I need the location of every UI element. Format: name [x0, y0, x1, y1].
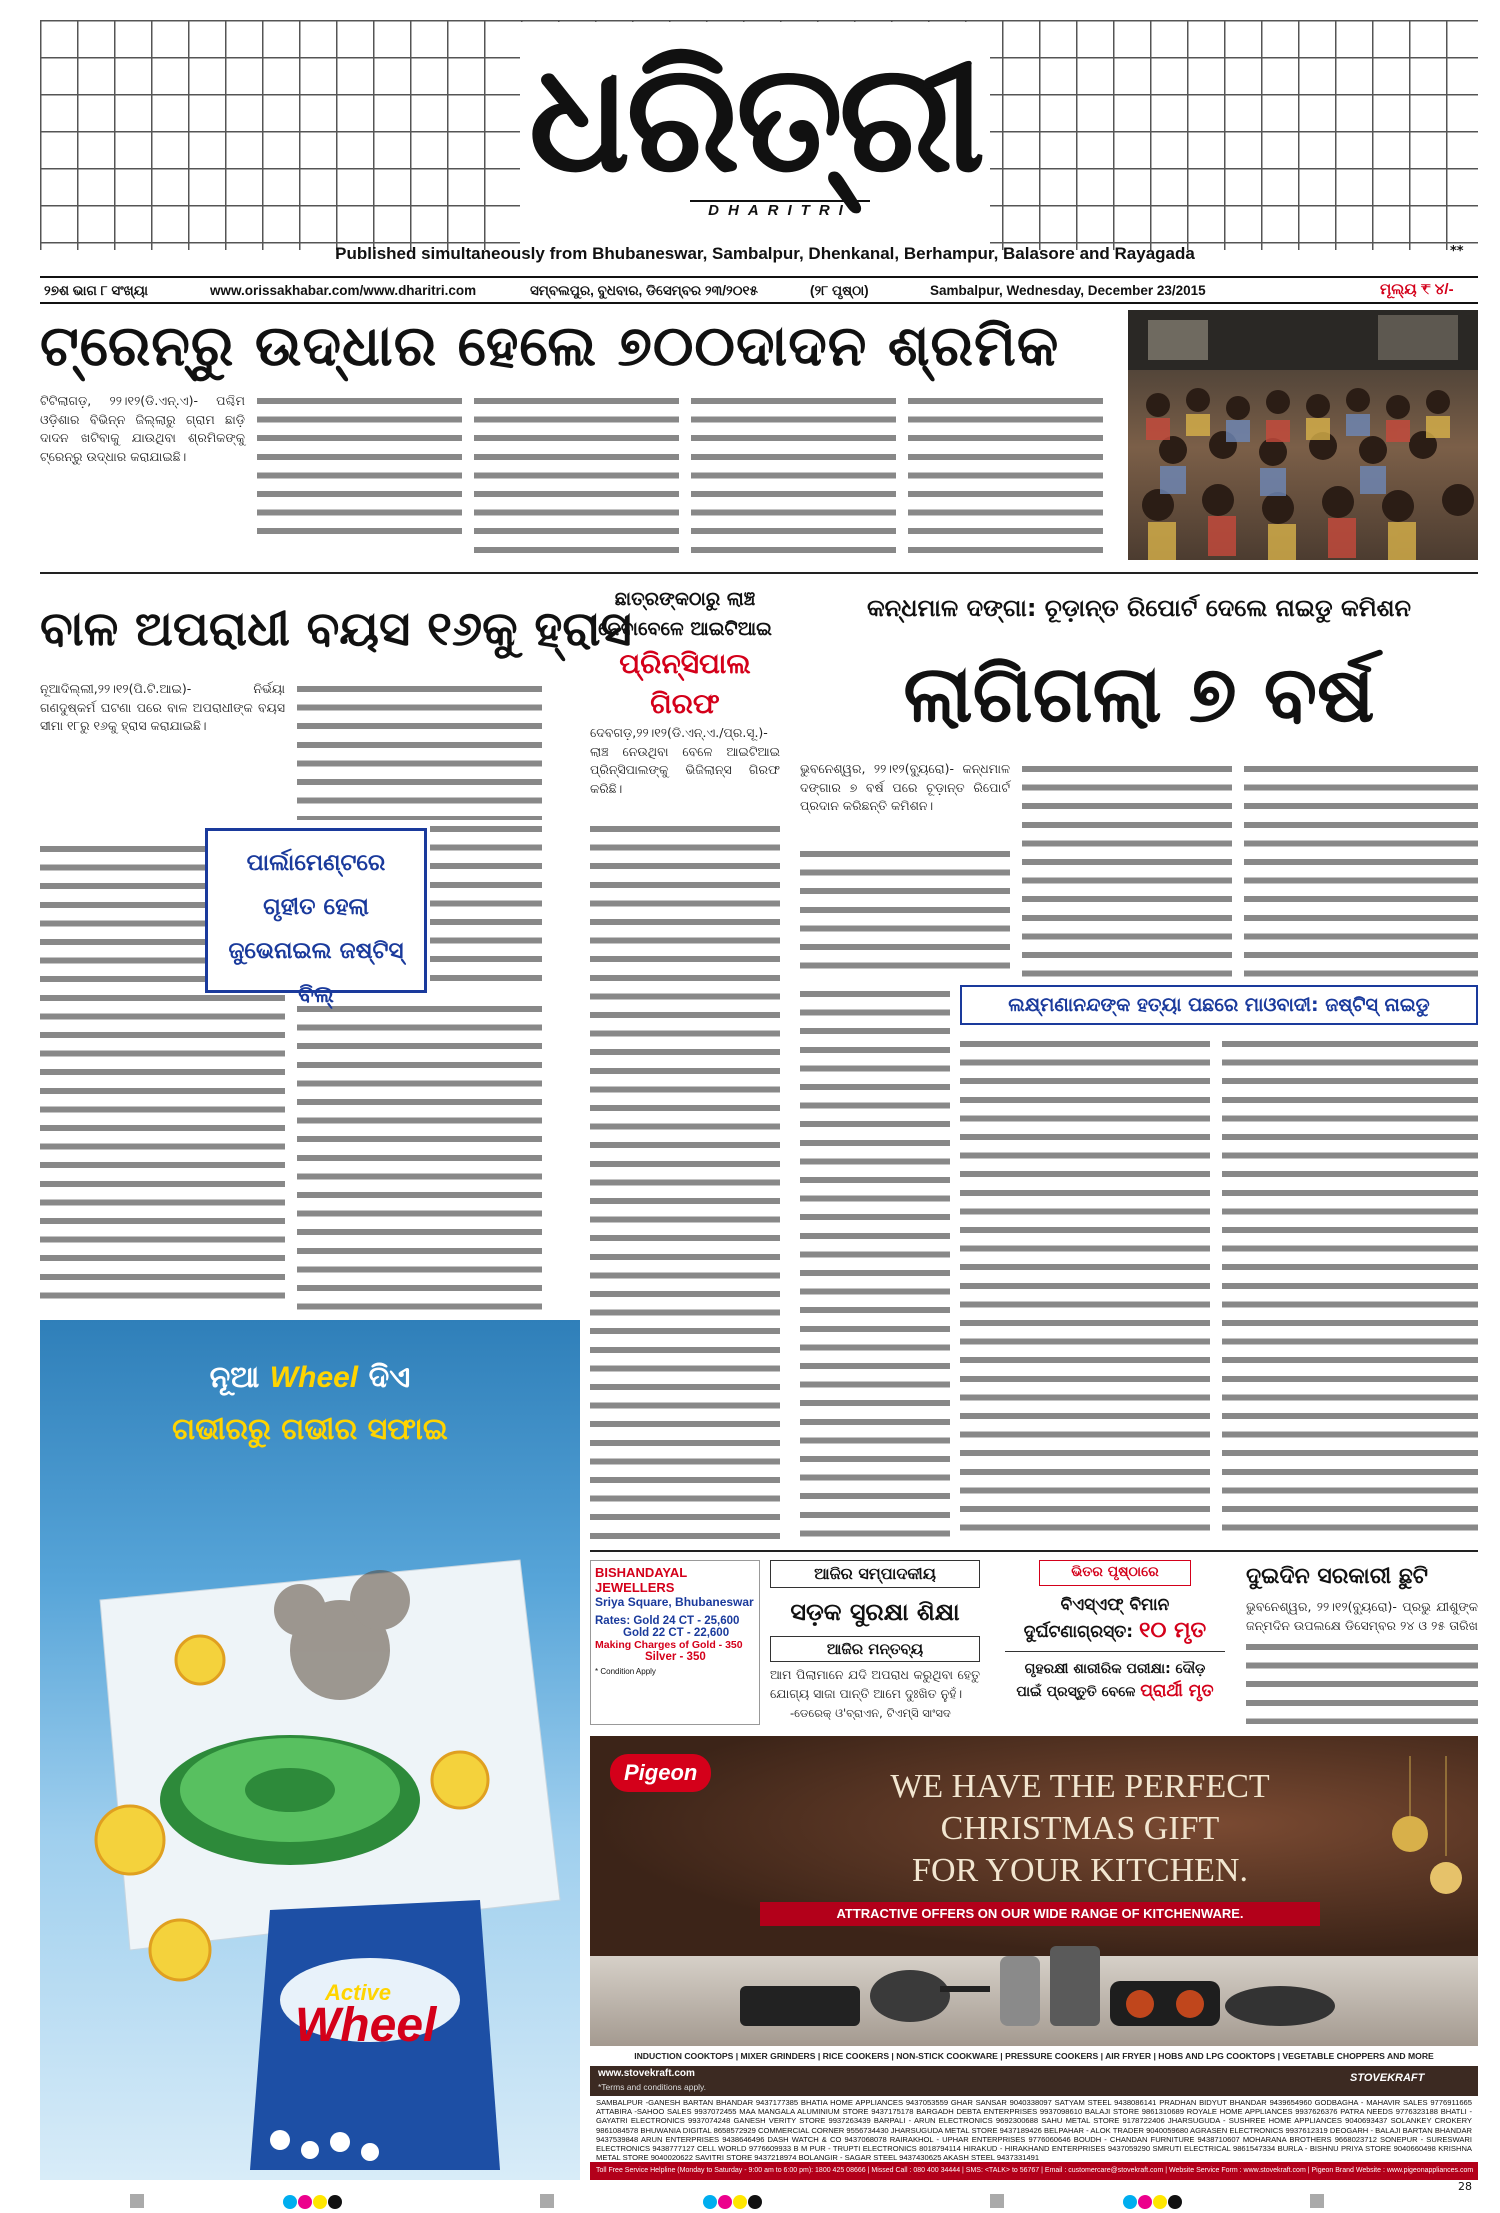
pigeon-headline-line: CHRISTMAS GIFT [940, 1810, 1220, 1847]
principal-box [590, 584, 780, 720]
inside-box [995, 1560, 1235, 1725]
kandhamal-text-col [1222, 1035, 1478, 1540]
juvenile-headline[interactable]: ବାଳ ଅପରାଧୀ ବୟସ ୧୬କୁ ହ୍ରାସ [40, 601, 632, 657]
pigeon-logo: Pigeon [610, 1754, 711, 1792]
comment-label: ଆଜିର ମନ୍ତବ୍ୟ [770, 1636, 980, 1662]
pigeon-offer: ATTRACTIVE OFFERS ON OUR WIDE RANGE OF KITCHENWARE. [760, 1902, 1320, 1926]
juvenile-intro: ନୂଆଦିଲ୍ଲୀ,୨୨।୧୨(ପି.ଟି.ଆଇ)- ନିର୍ଭୟା ଗଣଦୁଷ୍କର୍ମ ଘଟଣା ପରେ ବାଳ ଅପରାଧୀଙ୍କ ବୟସ ସୀମା ୧୮ରୁ ୧୬କୁ ହ୍ରାସ କରାଯାଇଛି। [40, 681, 285, 734]
wheel-brand-inline: Wheel [269, 1361, 359, 1394]
editorial-title[interactable]: ସଡ଼କ ସୁରକ୍ଷା ଶିକ୍ଷା [790, 1598, 960, 1626]
kandhamal-intro: ଭୁବନେଶ୍ୱର, ୨୨।୧୨(ବ୍ୟୁରୋ)- କନ୍ଧମାଳ ଦଙ୍ଗାର ୭ ବର୍ଷ ପରେ ଚୂଡ଼ାନ୍ତ ରିପୋର୍ଟ ପ୍ରଦାନ କରିଛନ୍ତି କମିଶନ। [800, 761, 1010, 814]
rule [40, 572, 1478, 574]
principal-text-col [590, 820, 780, 1540]
lead-text-col [908, 392, 1103, 562]
registration-marks [0, 2190, 1500, 2213]
editorial-label: ଆଜିର ସମ୍ପାଦକୀୟ [770, 1560, 980, 1588]
kandhamal-subhead[interactable]: ଲକ୍ଷ୍ମଣାନନ୍ଦଙ୍କ ହତ୍ୟା ପଛରେ ମାଓବାଦୀ: ଜଷ୍ଟିସ୍ ନାଇଡୁ [960, 985, 1478, 1025]
principal-intro: ଦେବଗଡ଼,୨୨।୧୨(ଡି.ଏନ୍‌.ଏ./ପ୍ର.ସୂ.)- ଲାଞ୍ଚ ନେଉଥିବା ବେଳେ ଆଇଟିଆଇ ପ୍ରିନ୍ସିପାଲଙ୍କୁ ଭିଜିଲାନ୍ସ ଗିରଫ କରିଛି। [590, 725, 780, 796]
lead-headline[interactable]: ଟ୍ରେନ୍‌ରୁ ଉଦ୍ଧାର ହେଲେ ୭୦୦ଦାଦନ ଶ୍ରମିକ [40, 314, 1060, 379]
inside-item-text: ଗୃହରକ୍ଷୀ ଶାରୀରିକ ପରୀକ୍ଷା: ଦୌଡ଼ [1024, 1661, 1206, 1677]
rule [1005, 1651, 1225, 1652]
lead-text-col [257, 392, 462, 542]
dateline-bar [40, 276, 1478, 304]
bauble-icon [1380, 1756, 1470, 1916]
pigeon-dealers: SAMBALPUR -GANESH BARTAN BHANDAR 9437177385 BHATIA HOME APPLIANCES 9437053559 GHAR SANSAR 9040338097 SATYAM STEEL 9438086141 PRADHAN BIDYUT BHANDAR 9439654960 GODBAGHA - MAHAVIR SALES 9776911665 ATTABIRA -SAHOO SALES 9937072455 MAA MANGALA ALUMINIUM STORE 9437175178 BARGADH DEBTA ENTERPRISES 9937098610 BALAJI STORE 9861310689 ROYALE HOME APPLIANCES 9937626376 PATRA NEEDS 9776323188 BHATLI - GAYATRI ELECTRONICS 9937074248 GANESH VERITY STORE 9937263439 BARPALI - ARUN ELECTRONICS 9692300688 SAHU METAL STORE 9178722406 JHARSUGUDA - SUSHREE HOME APPLIANCES 9040693437 SOLANKEY CROKERY 9861084578 BHUWANIA DIGITAL 8658572929 COMMERCIAL CORNER 9556734430 JHARSUGUDA METAL STORE 9437189426 BELPAHAR - ALOK TRADER 9040059680 AGRASEN ELECTRONICS 9937612319 DEOGARH - BALAJI BARTAN BHANDAR 9437539848 ARUN ENTERPRISES 9438646496 DASH WATCH & CO 9437068078 RAIRAKHOL - UPHAR ENTERPRISES 9776060646 BOUDH - CHANDAN FURNITURE 9438710607 MOHARANA BROTHERS 9668023712 SONEPUR - SURESWARI ELECTRONICS 9438777127 CELL WORLD 9776609933 B M PUR - TRUPTI ELECTRONICS 8018794114 HIRAKUD - HIRAKHAND ENTERPRISES 9437059290 SMRUTI ELECTRICAL 9861547334 BURLA - BISHNU PRIYA STORE 9040660498 KRISHNA METAL STORE 9040020622 SAVITRI STORE 9437218974 BOLANGIR - SAGAR STEEL 9437430625 AKASH STEEL 9437331491 [590, 2096, 1478, 2162]
wheel-subtagline: ଗଭୀରରୁ ଗଭୀର ସଫାଇ [172, 1412, 448, 1447]
kandhamal-kicker[interactable]: କନ୍ଧମାଳ ଦଙ୍ଗା: ଚୂଡ଼ାନ୍ତ ରିପୋର୍ଟ ଦେଲେ ନାଇଡୁ କମିଶନ [866, 594, 1412, 622]
lead-photo [1128, 310, 1478, 560]
kandhamal-text-col [800, 845, 1010, 980]
masthead-logo [520, 22, 990, 252]
kandhamal-text-col [1022, 760, 1232, 980]
inside-item-text: ପାଇଁ ପ୍ରସ୍ତୁତି ବେଳେ [1016, 1684, 1141, 1700]
lead-body [40, 392, 1115, 562]
volume-number: ୨୭ଶ ଭାଗ ୮ ସଂଖ୍ୟା [44, 283, 148, 298]
page-number: 28 [1458, 2180, 1472, 2193]
pigeon-headline-line: FOR YOUR KITCHEN. [912, 1852, 1248, 1889]
wheel-ad[interactable] [40, 1320, 580, 2180]
principal-kicker: ଛାତ୍ରଙ୍କଠାରୁ ଲାଞ୍ଚ ନେବାବେଳେ ଆଇଟିଆଇ [598, 588, 772, 640]
page-count: (୨୮ ପୃଷ୍ଠା) [810, 283, 869, 298]
jeweller-address: Sriya Square, Bhubaneswar [595, 1595, 754, 1609]
pigeon-categories: INDUCTION COOKTOPS | MIXER GRINDERS | RICE COOKERS | NON-STICK COOKWARE | PRESSURE COOKERS | AIR FRYER | HOBS AND LPG COOKTOPS | VEGETABLE CHOPPERS AND MORE [590, 2046, 1478, 2066]
lead-text-col [474, 392, 679, 562]
kandhamal-text-col [1244, 760, 1478, 980]
kandhamal-text-col [800, 985, 950, 1540]
wheel-tagline-text: ନୂଆ [209, 1360, 270, 1395]
juvenile-text-col [297, 680, 542, 820]
jeweller-name: BISHANDAYAL JEWELLERS [595, 1565, 687, 1595]
inside-item[interactable] [995, 1592, 1235, 1645]
principal-headline[interactable]: ପ୍ରିନ୍ସିପାଲ ଗିରଫ [619, 647, 751, 720]
odia-date: ସମ୍ବଲପୁର, ବୁଧବାର, ଡିସେମ୍ବର ୨୩/୨୦୧୫ [530, 283, 758, 298]
pigeon-site[interactable]: www.stovekraft.com [598, 2068, 695, 2079]
edition-mark: ** [1450, 244, 1464, 259]
jeweller-ad[interactable] [590, 1560, 760, 1725]
kandhamal-text-col [960, 1035, 1210, 1540]
inside-label: ଭିତର ପୃଷ୍ଠାରେ [1039, 1560, 1191, 1586]
cookware-illustration [730, 1926, 1350, 2046]
pigeon-headline [770, 1766, 1390, 1892]
masthead-latin: DHARITRI [690, 200, 870, 220]
juvenile-callout [205, 828, 427, 1008]
jeweller-rate: Silver - 350 [645, 1651, 706, 1663]
holiday-text-col [1246, 1638, 1478, 1724]
inside-item-text: ବିଏସ୍ଏଫ୍ ବିମାନ [1060, 1595, 1170, 1615]
juvenile-text-col [297, 1000, 542, 1310]
inside-item-highlight: ୧୦ ମୃତ [1139, 1618, 1207, 1643]
wheel-illustration [40, 1480, 580, 2180]
rule [590, 1550, 1478, 1552]
pigeon-terms: *Terms and conditions apply. [598, 2082, 707, 2092]
lead-text-col [691, 392, 896, 562]
inside-item-text: ଦୁର୍ଘଟଣାଗ୍ରସ୍ତ: [1023, 1622, 1140, 1642]
wheel-pack-small: Active [325, 1980, 392, 2005]
callout-text: ପାର୍ଲାମେଣ୍ଟରେ ଗୃହୀତ ହେଲା ଜୁଭେନାଇଲ ଜଷ୍ଟିସ୍ ବିଲ୍ [228, 850, 404, 1008]
jeweller-note: * Condition Apply [595, 1667, 656, 1676]
crowd-illustration [1128, 310, 1478, 560]
jeweller-rate: Rates: Gold 24 CT - 25,600 [595, 1615, 740, 1627]
english-date: Sambalpur, Wednesday, December 23/2015 [930, 283, 1206, 298]
masthead-title: ଧରିତ୍ରୀ [528, 30, 982, 206]
pigeon-headline-line: WE HAVE THE PERFECT [890, 1768, 1270, 1805]
holiday-text: ଭୁବନେଶ୍ୱର, ୨୨।୧୨(ବ୍ୟୁରୋ)- ପ୍ରଭୁ ଯୀଶୁଙ୍କ ଜନ୍ମଦିନ ଉପଲକ୍ଷେ ଡିସେମ୍ବର ୨୪ ଓ ୨୫ ତାରିଖ [1246, 1599, 1478, 1633]
jeweller-rate: Gold 22 CT - 22,600 [623, 1627, 730, 1639]
wheel-tagline [40, 1360, 580, 1395]
pigeon-ad[interactable] [590, 1736, 1478, 2180]
holiday-headline[interactable]: ଦୁଇଦିନ ସରକାରୀ ଛୁଟି [1246, 1564, 1429, 1589]
published-line: Published simultaneously from Bhubaneswar, Sambalpur, Dhenkanal, Berhampur, Balasore and Rayagada [335, 244, 1195, 263]
juvenile-text-col [430, 820, 542, 990]
jeweller-rate: Making Charges of Gold - 350 [595, 1639, 743, 1651]
inside-item[interactable] [995, 1658, 1235, 1703]
comment-text: ଆମ ପିଲାମାନେ ଯଦି ଅପରାଧ କରୁଥିବା ହେତୁ ଯୋଗ୍ୟ ସାଜା ପାନ୍ତି ଆମେ ଦୁଃଖିତ ନୁହଁ। [770, 1667, 980, 1701]
pigeon-helpline: Toll Free Service Helpline (Monday to Saturday - 9:00 am to 6:00 pm): 1800 425 08666 | Missed Call : 080 400 34444 | SMS: <TALK> to 56767 | Email : customercare@stovekraft.com | Website Service Form : www.stovekraft.com | Pigeon Brand Website : www.pigeonappliances.com [590, 2162, 1478, 2180]
lead-intro: ଟିଟିଲାଗଡ଼, ୨୨।୧୨(ଡି.ଏନ୍‌.ଏ)- ପଶ୍ଚିମ ଓଡ଼ିଶାର ବିଭିନ୍ନ ଜିଲ୍ଲାରୁ ଗ୍ରାମ ଛାଡ଼ି ଦାଦନ ଖଟିବାକୁ ଯାଉଥିବା ଶ୍ରମିକଙ୍କୁ ଟ୍ରେନ୍‌ରୁ ଉଦ୍ଧାର କରାଯାଇଛି। [40, 393, 245, 464]
pigeon-maker: STOVEKRAFT [1350, 2072, 1425, 2084]
inside-item-highlight: ପ୍ରାର୍ଥୀ ମୃତ [1140, 1681, 1214, 1701]
kandhamal-headline[interactable]: ଲାଗିଗଲା ୭ ବର୍ଷ [903, 650, 1375, 740]
website-link[interactable]: www.orissakhabar.com/www.dharitri.com [210, 283, 477, 298]
price: ମୂଲ୍ୟ ₹ ୪/- [1380, 281, 1454, 298]
wheel-tagline-text: ଦିଏ [358, 1360, 411, 1395]
comment-source: -ଡେରେକ୍ ଓ'ବ୍ରାଏନ, ଟିଏମ୍‌ସି ସାଂସଦ [790, 1706, 951, 1720]
wheel-pack-brand: Wheel [295, 1999, 437, 2052]
